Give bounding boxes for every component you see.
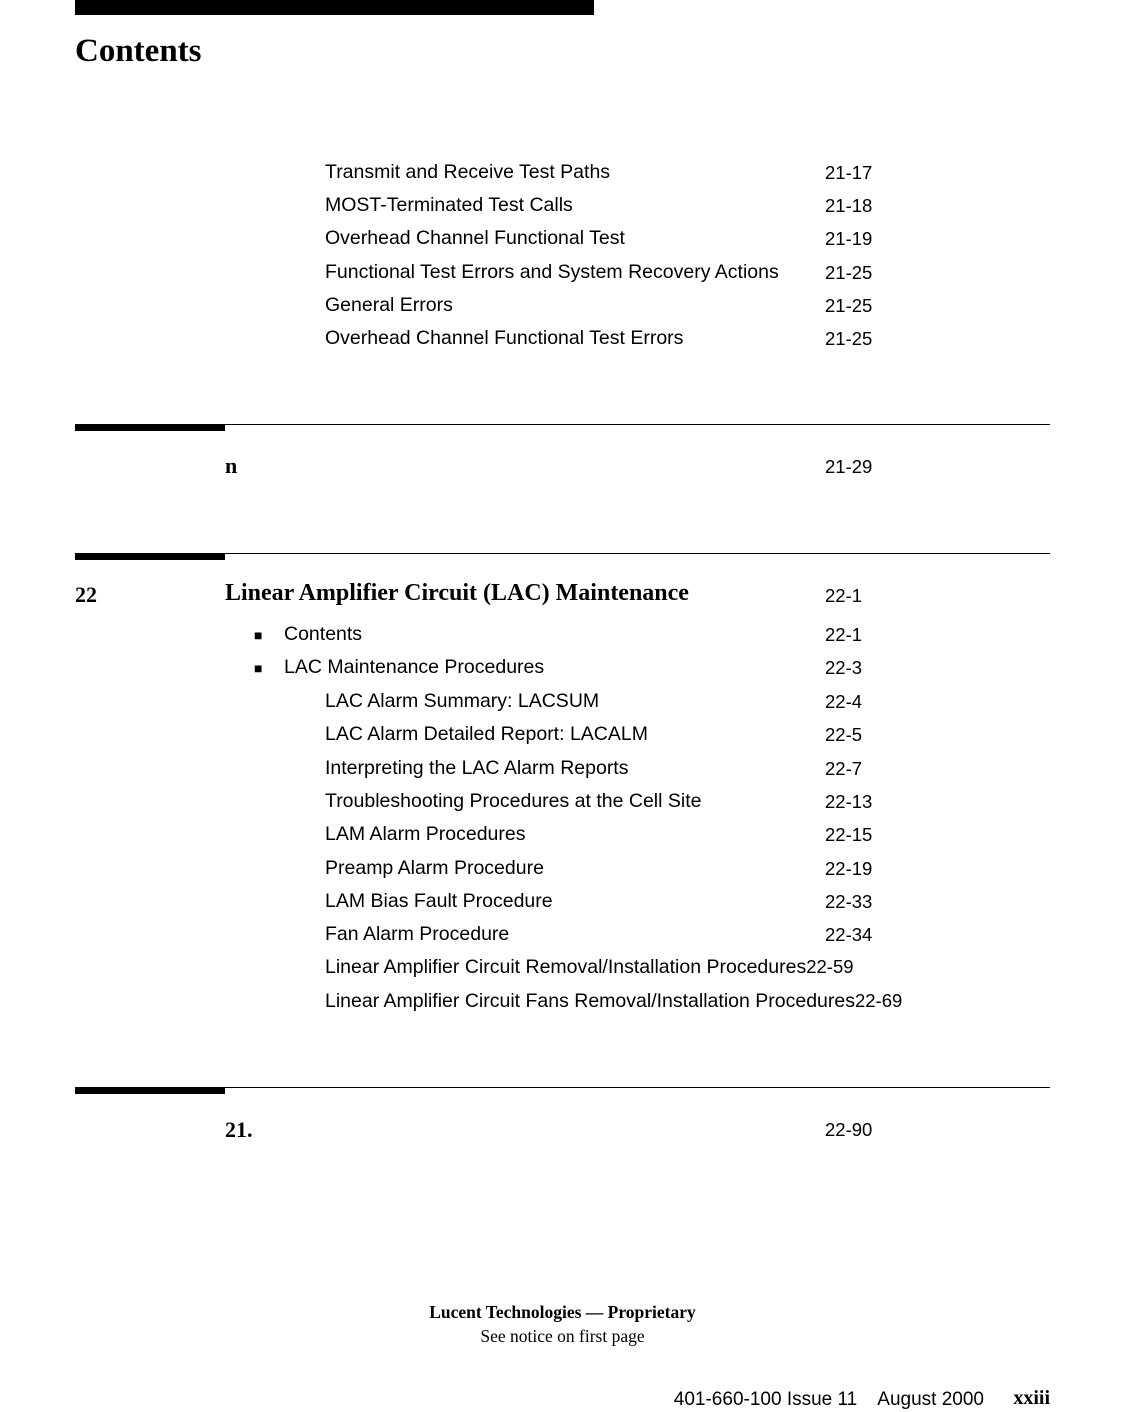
footer-doc-info: 401-660-100 Issue 11 August 2000 (673, 1389, 984, 1410)
chapter-page: 22-1 (825, 585, 863, 606)
toc-entry-title[interactable]: LAC Alarm Summary: LACSUM (325, 690, 600, 712)
toc-entry-title[interactable]: General Errors (325, 294, 453, 316)
toc-entry-page: 22-15 (825, 824, 873, 845)
toc-entry-page: 22-13 (825, 791, 873, 812)
toc-bullet-title[interactable]: Contents (284, 623, 363, 645)
toc-entry-title[interactable]: MOST-Terminated Test Calls (325, 194, 573, 216)
bullet-icon: ■ (254, 660, 263, 676)
toc-entry-page: 22-19 (825, 858, 873, 879)
toc-entry-title[interactable]: LAC Alarm Detailed Report: LACALM (325, 723, 648, 745)
toc-entry-page: 22-69 (854, 990, 903, 1011)
toc-entry-title[interactable]: Overhead Channel Functional Test (325, 227, 625, 249)
toc-entry-page: 22-59 (806, 956, 854, 977)
toc-entry-title[interactable]: Interpreting the LAC Alarm Reports (325, 757, 629, 779)
toc-bullet-page: 22-1 (825, 624, 863, 645)
toc-entry-page: 21-18 (825, 195, 873, 216)
toc-entry-title[interactable]: LAM Alarm Procedures (325, 823, 526, 845)
toc-entry-page: 21-17 (825, 162, 873, 183)
toc-bullet-title[interactable]: LAC Maintenance Procedures (284, 656, 545, 678)
section-n-label[interactable]: n (225, 453, 238, 478)
page-title: Contents (75, 33, 202, 69)
toc-entry-page: 22-7 (825, 758, 863, 779)
section-21-label[interactable]: 21. (225, 1117, 253, 1142)
section-divider-tab (75, 424, 225, 431)
toc-entry-title-text[interactable]: Linear Amplifier Circuit Removal/Installation Procedures (325, 956, 807, 978)
toc-entry-page: 21-25 (825, 295, 873, 316)
toc-entry-title[interactable] (325, 990, 902, 1012)
footer-page-number: xxiii (1013, 1387, 1050, 1409)
toc-entry-page: 22-4 (825, 691, 863, 712)
toc-entry-title[interactable] (325, 956, 854, 978)
chapter-divider-tab (75, 553, 225, 560)
toc-entry-page: 21-25 (825, 262, 873, 283)
toc-entry-title[interactable]: Functional Test Errors and System Recovery Actions (325, 261, 779, 283)
toc-entry-page: 22-5 (825, 724, 863, 745)
toc-entry-title[interactable]: Transmit and Receive Test Paths (325, 161, 611, 183)
section-divider-tab (75, 1087, 225, 1094)
header-bar (75, 0, 594, 15)
chapter-title[interactable]: Linear Amplifier Circuit (LAC) Maintenance (225, 580, 689, 606)
toc-entry-title[interactable]: Overhead Channel Functional Test Errors (325, 327, 684, 349)
footer-notice: See notice on first page (480, 1326, 645, 1346)
section-21-page: 22-90 (825, 1119, 873, 1140)
section-n-page: 21-29 (825, 456, 873, 477)
toc-entry-page: 22-33 (825, 891, 873, 912)
toc-entry-page: 22-34 (825, 924, 873, 945)
chapter-number: 22 (75, 582, 97, 607)
toc-bullet-page: 22-3 (825, 657, 863, 678)
toc-entry-title[interactable]: Troubleshooting Procedures at the Cell Site (325, 790, 702, 812)
toc-entry-title-text[interactable]: Linear Amplifier Circuit Fans Removal/Installation Procedures (325, 990, 855, 1012)
toc-entry-page: 21-19 (825, 228, 873, 249)
toc-entry-title[interactable]: Fan Alarm Procedure (325, 923, 510, 945)
toc-entry-page: 21-25 (825, 328, 873, 349)
toc-entry-title[interactable]: Preamp Alarm Procedure (325, 857, 544, 879)
footer-company: Lucent Technologies — Proprietary (429, 1302, 696, 1322)
toc-entry-title[interactable]: LAM Bias Fault Procedure (325, 890, 553, 912)
bullet-icon: ■ (254, 627, 263, 643)
